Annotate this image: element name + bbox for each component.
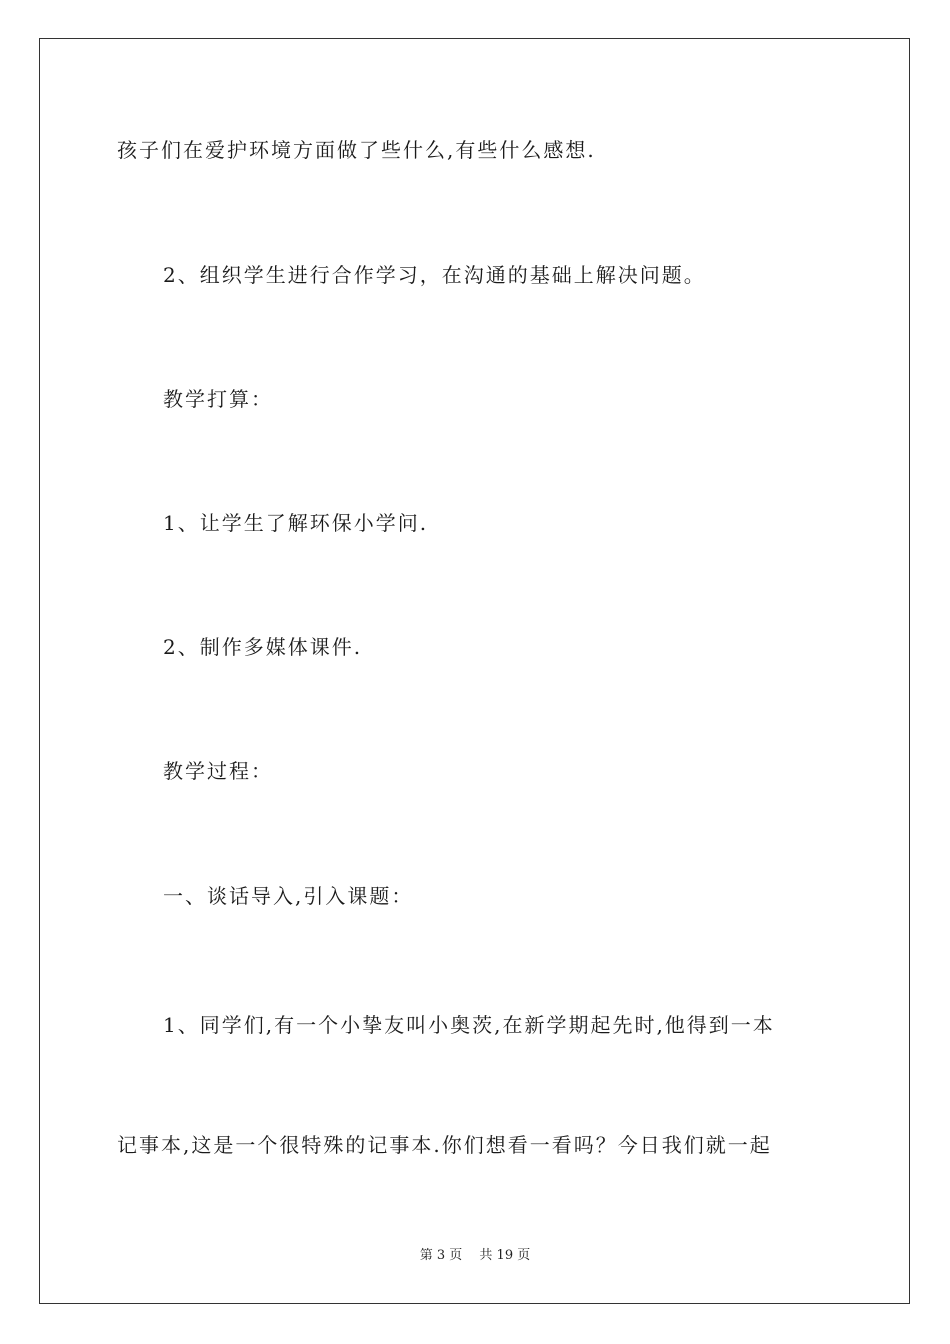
body-text-line-4: 1、让学生了解环保小学问. bbox=[163, 511, 429, 535]
body-text-line-8: 1、同学们,有一个小挚友叫小奥茨,在新学期起先时,他得到一本 bbox=[163, 1013, 775, 1037]
page-number-footer: 第 3 页 共 19 页 bbox=[419, 1248, 531, 1263]
section-heading-process: 教学过程： bbox=[163, 759, 273, 783]
body-text-line-5: 2、制作多媒体课件. bbox=[163, 635, 363, 659]
body-text-line-1: 孩子们在爱护环境方面做了些什么,有些什么感想. bbox=[117, 138, 596, 162]
section-heading-preparation: 教学打算： bbox=[163, 387, 273, 411]
subsection-heading-intro: 一、谈话导入,引入课题： bbox=[163, 884, 414, 908]
page-frame bbox=[39, 38, 910, 1304]
body-text-line-2: 2、组织学生进行合作学习，在沟通的基础上解决问题。 bbox=[163, 263, 706, 287]
body-text-line-9: 记事本,这是一个很特殊的记事本.你们想看一看吗？今日我们就一起 bbox=[117, 1133, 772, 1157]
